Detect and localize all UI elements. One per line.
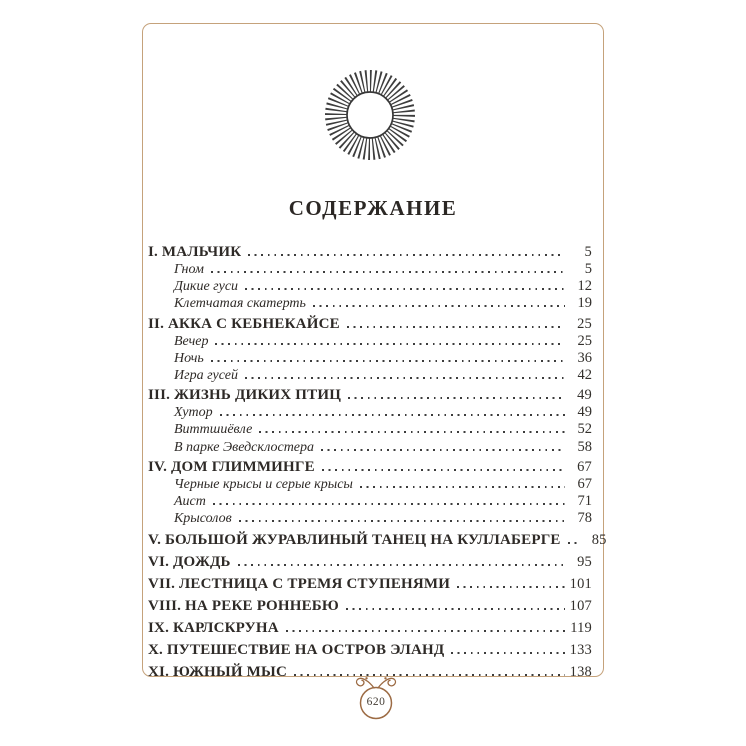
- dot-leader: [245, 288, 565, 290]
- dot-leader: [286, 630, 565, 632]
- dot-leader: [568, 542, 580, 544]
- toc-entry-page: 19: [577, 295, 592, 312]
- toc-entry-label: Крысолов: [174, 511, 232, 527]
- toc-entry: [148, 367, 592, 384]
- toc-entry-page: 25: [577, 332, 592, 349]
- dot-leader: [211, 271, 565, 273]
- toc-entry-label: Игра гусей: [174, 368, 238, 384]
- toc-entry-label: XI. ЮЖНЫЙ МЫС: [148, 664, 287, 681]
- toc-entry-label: Клетчатая скатерть: [174, 296, 306, 312]
- dot-leader: [220, 414, 565, 416]
- toc-entry-page: 42: [577, 367, 592, 384]
- dot-leader: [321, 449, 565, 451]
- dot-leader: [347, 326, 565, 328]
- toc-entry-label: I. МАЛЬЧИК: [148, 244, 242, 260]
- toc-entry-label: В парке Эведсклостера: [174, 439, 315, 455]
- toc-entry: [148, 387, 592, 404]
- toc-entry-page: 95: [577, 554, 592, 571]
- dot-leader: [213, 503, 565, 505]
- dot-leader: [259, 431, 565, 433]
- toc-entry-label: Гном: [174, 262, 204, 277]
- toc-entry-page: 5: [584, 261, 592, 277]
- dot-leader: [238, 564, 565, 566]
- toc-entry: [148, 278, 592, 295]
- toc-entry-page: 138: [569, 664, 592, 681]
- toc-entry-page: 49: [577, 387, 592, 404]
- toc-entry-page: 119: [570, 620, 592, 637]
- toc-entry-page: 133: [569, 642, 592, 659]
- dot-leader: [348, 397, 565, 399]
- toc-entry: [148, 510, 592, 527]
- toc-entry-page: 49: [577, 404, 592, 421]
- toc-entry-label: II. АККА С КЕБНЕКАЙСЕ: [148, 315, 340, 332]
- toc-entry-page: 78: [577, 510, 592, 527]
- toc-entry: [148, 459, 592, 476]
- dot-leader: [239, 520, 565, 522]
- toc-entry: [148, 532, 607, 549]
- toc-entry-page: 67: [577, 475, 592, 492]
- toc-entry-label: Виттшиёвле: [174, 422, 253, 438]
- dot-leader: [360, 486, 565, 488]
- toc-entry: [148, 333, 592, 350]
- toc-entry-page: 58: [577, 438, 592, 455]
- toc-entry-label: III. ЖИЗНЬ ДИКИХ ПТИЦ: [148, 387, 342, 404]
- toc-entry-page: 12: [577, 278, 592, 295]
- toc-entry-label: V. БОЛЬШОЙ ЖУРАВЛИНЫЙ ТАНЕЦ НА КУЛЛАБЕРГЕ: [148, 532, 561, 549]
- toc-entry-page: 67: [577, 458, 592, 475]
- toc-entry: [148, 476, 592, 493]
- page-number-medallion: [330, 673, 422, 727]
- dot-leader: [322, 469, 565, 471]
- dot-leader: [313, 305, 565, 307]
- toc-entry-label: VI. ДОЖДЬ: [148, 554, 231, 571]
- toc-entry-label: X. ПУТЕШЕСТВИЕ НА ОСТРОВ ЭЛАНД: [148, 642, 445, 659]
- toc-entry: [148, 404, 592, 421]
- toc-entry-label: IV. ДОМ ГЛИММИНГЕ: [148, 458, 315, 475]
- book-page-number: 620: [366, 696, 386, 708]
- sun-icon: [315, 60, 425, 170]
- toc-entry: [148, 642, 592, 659]
- toc-entry: [148, 295, 592, 312]
- toc-entry: [148, 244, 592, 261]
- dot-leader: [245, 377, 565, 379]
- toc-entry-page: 85: [591, 532, 607, 549]
- toc-entry-label: VII. ЛЕСТНИЦА С ТРЕМЯ СТУПЕНЯМИ: [148, 576, 451, 593]
- dot-leader: [248, 254, 565, 256]
- toc-entry-page: 25: [577, 315, 592, 332]
- dot-leader: [451, 652, 564, 654]
- toc-entry-page: 52: [577, 421, 592, 438]
- toc-entry: [148, 493, 592, 510]
- toc-entry: [148, 316, 592, 333]
- toc-entry-label: Дикие гуси: [174, 279, 239, 295]
- table-of-contents: [148, 241, 607, 681]
- toc-entry-page: 107: [569, 598, 592, 615]
- toc-entry-label: IX. КАРЛСКРУНА: [148, 620, 279, 637]
- toc-entry: [148, 576, 592, 593]
- dot-leader: [211, 360, 565, 362]
- toc-entry-label: Хутор: [174, 405, 213, 421]
- toc-entry-label: Черные крысы и серые крысы: [174, 476, 353, 492]
- toc-entry: [148, 350, 592, 367]
- toc-entry: [148, 554, 592, 571]
- toc-entry-label: Вечер: [174, 333, 209, 349]
- toc-entry: [148, 598, 592, 615]
- toc-entry-label: VIII. НА РЕКЕ РОННЕБЮ: [148, 598, 339, 615]
- toc-entry-label: Ночь: [174, 350, 204, 366]
- toc-entry-page: 71: [577, 493, 592, 510]
- toc-entry-page: 101: [569, 576, 592, 593]
- toc-entry: [148, 421, 592, 438]
- toc-entry: [148, 439, 592, 456]
- toc-entry: [148, 620, 592, 637]
- dot-leader: [346, 608, 565, 610]
- contents-title: СОДЕРЖАНИЕ: [288, 196, 458, 220]
- dot-leader: [215, 343, 565, 345]
- toc-entry-page: 36: [577, 349, 592, 366]
- toc-entry: [148, 261, 592, 278]
- toc-entry-label: Аист: [174, 494, 206, 510]
- toc-entry-page: 5: [584, 244, 592, 260]
- dot-leader: [457, 586, 564, 588]
